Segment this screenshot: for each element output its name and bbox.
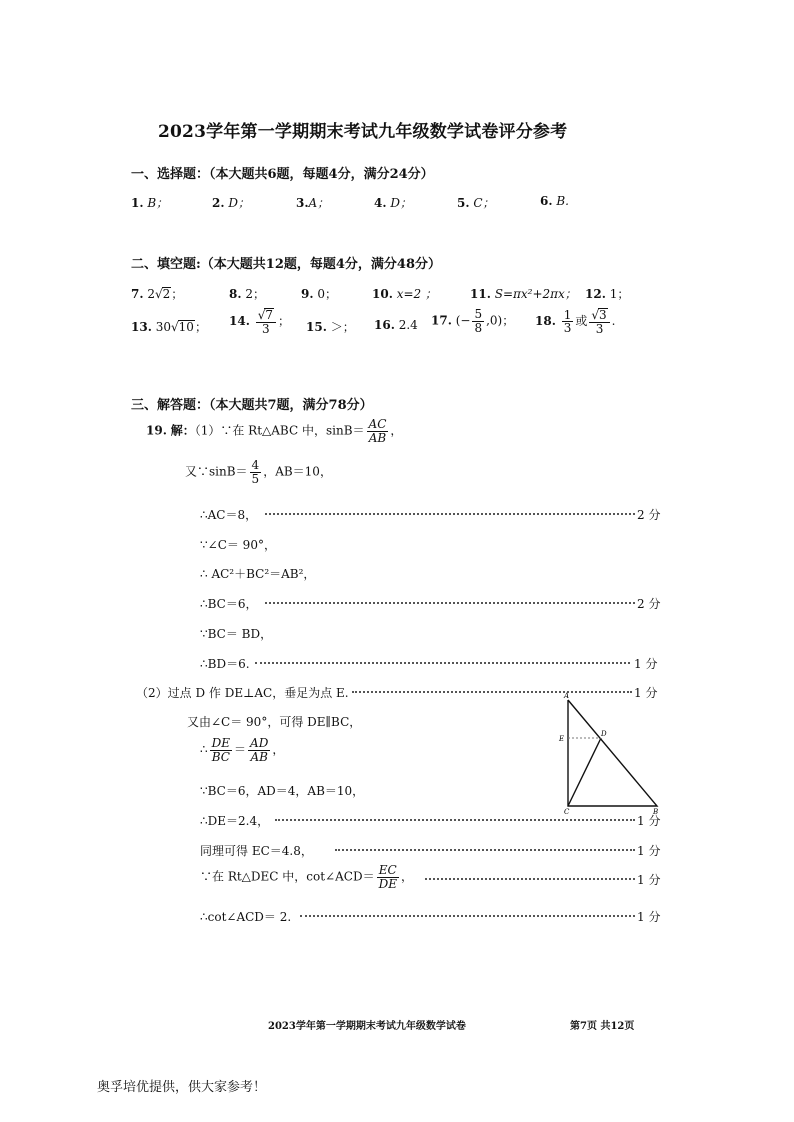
- dotted-leader: [255, 662, 630, 664]
- fill-17: 17. (− $\frac{5}{8}$ ,0)；: [431, 307, 515, 335]
- q19-line15: ∵在 Rt△DEC 中，cot∠ACD＝ $\frac{EC}{DE}$ ，: [200, 863, 413, 891]
- answer-1: 1. B；: [131, 196, 169, 210]
- q19-line3: ∴AC＝8，: [200, 508, 258, 522]
- answer-3: 3.A；: [296, 196, 330, 210]
- q19-line8: ∴BD＝6.: [200, 657, 250, 671]
- fill-13: 13. 30√10；: [131, 320, 207, 334]
- score-1: 1 分: [637, 873, 661, 887]
- q19-part1-intro: 19. 解：（1）∵在 Rt△ABC 中，sinB＝ $\frac{AC}{AB}$ ，: [146, 417, 403, 445]
- answer-2: 2. D；: [212, 196, 250, 210]
- provider-note: 奥孚培优提供，供大家参考！: [97, 1080, 267, 1095]
- q19-line2: 又∵sinB＝ $\frac{4}{5}$ ，AB＝10，: [185, 458, 332, 486]
- q19-line12: ∵BC＝6，AD＝4，AB＝10，: [200, 784, 365, 798]
- score-1: 1 分: [634, 657, 658, 671]
- section-3-heading: 三、解答题：（本大题共7题，满分78分）: [131, 398, 373, 413]
- section-1-heading: 一、选择题：（本大题共6题，每题4分，满分24分）: [131, 167, 434, 182]
- q19-line4: ∵∠C＝ 90°，: [200, 538, 276, 552]
- score-2: 2 分: [637, 508, 661, 522]
- page-title: 2023学年第一学期期末考试九年级数学试卷评分参考: [158, 122, 568, 142]
- fill-7: 7. 2√2；: [131, 287, 184, 301]
- segment-cd: [568, 738, 601, 806]
- fill-10: 10. x=2 ；: [372, 287, 437, 301]
- score-1: 1 分: [634, 686, 658, 700]
- triangle-abc: [568, 700, 657, 806]
- footer-page-number: 第7页 共12页: [570, 1021, 635, 1032]
- label-b: B: [653, 808, 659, 815]
- fill-15: 15. ＞；: [306, 320, 355, 334]
- q19-line10: 又由∠C＝ 90°，可得 DE∥BC，: [187, 715, 362, 729]
- fill-14: 14. $\frac{√7}{3}$ ；: [229, 308, 291, 336]
- q19-line5: ∴ AC²＋BC²＝AB²，: [200, 567, 316, 581]
- answer-5: 5. C；: [457, 196, 495, 210]
- fill-8: 8. 2；: [229, 287, 265, 301]
- answer-4: 4. D；: [374, 196, 412, 210]
- q19-part2-intro: （2）过点 D 作 DE⊥AC，垂足为点 E.: [136, 686, 349, 700]
- dotted-leader: [300, 915, 635, 917]
- score-1: 1 分: [637, 814, 661, 828]
- label-d: D: [601, 730, 607, 738]
- footer-exam-title: 2023学年第一学期期末考试九年级数学试卷: [268, 1021, 466, 1032]
- label-a: A: [564, 692, 570, 700]
- section-2-heading: 二、填空题:（本大题共12题，每题4分，满分48分）: [131, 257, 442, 272]
- q19-line6: ∴BC＝6，: [200, 597, 258, 611]
- fill-18: 18. $\frac{1}{3}$ 或 $\frac{√3}{3}$ .: [535, 307, 616, 336]
- dotted-leader: [425, 878, 635, 880]
- label-c: C: [564, 808, 570, 815]
- fill-16: 16. 2.4: [374, 318, 418, 332]
- answer-6: 6. B.: [540, 194, 569, 208]
- triangle-figure: [555, 690, 665, 815]
- dotted-leader: [265, 513, 635, 515]
- dotted-leader: [275, 819, 635, 821]
- score-1: 1 分: [637, 844, 661, 858]
- fill-11: 11. S=πx²+2πx；: [470, 287, 577, 301]
- score-1: 1 分: [637, 910, 661, 924]
- label-e: E: [559, 735, 565, 743]
- q19-line16: ∴cot∠ACD＝ 2.: [200, 910, 292, 924]
- q19-line7: ∵BC＝ BD，: [200, 627, 273, 641]
- dotted-leader: [335, 849, 635, 851]
- dotted-leader: [265, 602, 635, 604]
- score-2: 2 分: [637, 597, 661, 611]
- q19-line11: ∴ $\frac{DE}{BC}$ ＝ $\frac{AD}{AB}$ ，: [200, 736, 285, 764]
- fill-9: 9. 0；: [301, 287, 337, 301]
- fill-12: 12. 1；: [585, 287, 630, 301]
- q19-line14: 同理可得 EC＝4.8，: [200, 844, 313, 858]
- q19-line13: ∴DE＝2.4，: [200, 814, 270, 828]
